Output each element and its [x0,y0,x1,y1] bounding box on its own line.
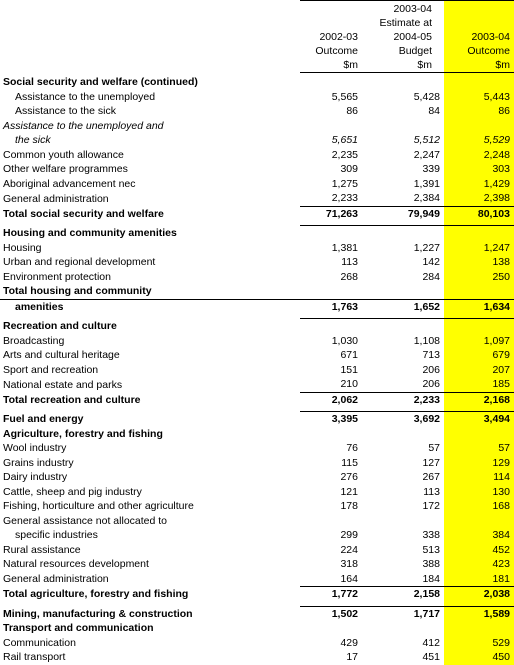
value-estimate-2003-04: 206 [422,378,440,390]
row-label: amenities [0,299,300,314]
header-rule [300,0,514,1]
value-2002-03: 121 [340,485,358,498]
table-row [0,636,514,651]
table-row [0,363,514,378]
row-label: Wool industry [3,442,67,454]
total-row [0,392,514,407]
table-row [0,485,514,500]
value-outcome-2003-04: 3,494 [483,413,510,425]
value-estimate-2003-04: 713 [422,349,440,361]
value-estimate-2003-04: 172 [422,500,440,512]
value-2002-03: 115 [341,456,358,469]
value-2002-03: 210 [340,378,358,390]
value-outcome-2003-04: 384 [492,529,510,541]
value-2002-03: 1,275 [331,177,358,190]
table-row [0,148,514,163]
row-label: Social security and welfare (continued) [3,76,198,88]
table-row [0,177,514,192]
value-estimate-2003-04: 284 [422,270,440,283]
header-line: $m [343,59,358,71]
header-line: 2003-04 [393,3,432,15]
row-label: Sport and recreation [3,363,99,376]
header-line: 2003-04 [471,31,510,43]
value-2002-03: 151 [340,363,358,376]
value-2002-03 [300,319,362,334]
row-label: Dairy industry [3,471,68,483]
value-estimate-2003-04 [362,119,444,134]
value-outcome-2003-04 [444,119,514,134]
section-heading-row [0,621,514,636]
header-col-estimate [362,0,436,72]
table-row [0,241,514,256]
value-estimate-2003-04: 79,949 [362,206,444,221]
table-row [0,119,514,134]
value-estimate-2003-04: 57 [428,442,440,454]
value-outcome-2003-04: 5,443 [483,90,510,103]
row-label: Fuel and energy [3,413,84,425]
value-2002-03: 318 [340,558,358,570]
value-outcome-2003-04: 2,248 [483,148,510,161]
value-outcome-2003-04: 250 [492,270,510,283]
table-row [0,514,514,529]
table-row [0,572,514,587]
budget-table-body [0,75,514,665]
value-2002-03: 276 [340,471,358,483]
header-line: Outcome [315,45,358,57]
table-row [0,377,514,392]
value-estimate-2003-04: 2,233 [362,392,444,407]
value-2002-03: 5,565 [331,90,358,103]
value-outcome-2003-04: 1,097 [483,334,510,347]
value-estimate-2003-04: 1,108 [413,334,440,347]
header-line: $m [495,59,510,71]
value-2002-03 [300,514,362,529]
value-2002-03: 2,062 [300,392,362,407]
value-estimate-2003-04 [362,284,444,299]
value-estimate-2003-04: 267 [422,471,440,483]
table-row [0,441,514,456]
value-2002-03: 17 [346,651,358,663]
value-outcome-2003-04: 207 [492,363,510,376]
row-label: Total housing and community [3,285,152,297]
value-outcome-2003-04 [444,319,514,334]
value-outcome-2003-04: 2,398 [483,192,510,204]
header-rule [300,72,514,73]
value-estimate-2003-04 [362,226,444,241]
row-label: Recreation and culture [3,320,117,332]
value-outcome-2003-04: 57 [498,442,510,454]
value-estimate-2003-04 [362,514,444,529]
value-2002-03: 1,763 [300,299,362,314]
value-estimate-2003-04: 1,717 [413,607,440,620]
value-outcome-2003-04: 679 [492,349,510,361]
header-col-2003-04-outcome [444,0,514,72]
value-estimate-2003-04: 388 [422,558,440,570]
value-estimate-2003-04: 2,384 [413,192,440,204]
total-row [0,299,514,314]
value-estimate-2003-04: 1,391 [413,177,440,190]
row-label: the sick [15,134,51,146]
value-outcome-2003-04: 1,634 [444,299,514,314]
row-label: Housing [3,241,42,254]
value-estimate-2003-04: 2,158 [362,587,444,602]
row-label: Communication [3,636,76,649]
value-2002-03: 429 [340,636,358,649]
value-estimate-2003-04: 127 [422,456,440,469]
value-estimate-2003-04: 338 [422,529,440,541]
value-estimate-2003-04: 451 [422,651,440,663]
table-row [0,470,514,485]
row-label: General administration [3,573,109,585]
section-heading-row [0,284,514,299]
row-label: Broadcasting [3,334,65,347]
value-outcome-2003-04: 423 [492,558,510,570]
value-2002-03 [300,621,362,636]
section-heading-row [0,427,514,442]
value-outcome-2003-04: 130 [492,485,510,498]
table-row [0,412,514,427]
value-estimate-2003-04: 513 [422,543,440,556]
row-label: Mining, manufacturing & construction [3,607,193,620]
value-outcome-2003-04 [444,514,514,529]
table-row [0,528,514,543]
value-estimate-2003-04: 5,512 [413,134,440,146]
value-2002-03: 1,772 [300,587,362,602]
header-line: Estimate at [379,17,432,29]
value-outcome-2003-04 [444,427,514,442]
value-2002-03: 164 [340,572,358,585]
value-estimate-2003-04 [362,621,444,636]
value-outcome-2003-04: 129 [492,456,510,469]
header-line: 2004-05 [393,31,432,43]
value-estimate-2003-04: 3,692 [413,413,440,425]
value-outcome-2003-04: 2,038 [444,587,514,602]
row-label: Natural resources development [3,558,149,570]
value-outcome-2003-04 [444,621,514,636]
value-estimate-2003-04 [362,427,444,442]
row-label: Assistance to the sick [15,105,116,117]
value-2002-03: 113 [341,256,358,268]
value-outcome-2003-04: 185 [492,378,510,390]
row-label: Rural assistance [3,543,81,556]
value-2002-03 [300,226,362,241]
row-label: Arts and cultural heritage [3,349,120,361]
value-2002-03 [300,284,362,299]
row-label: National estate and parks [3,378,123,391]
value-outcome-2003-04 [444,284,514,299]
value-estimate-2003-04: 339 [422,163,440,175]
row-label: Total social security and welfare [3,207,164,220]
value-estimate-2003-04: 84 [428,105,440,117]
value-outcome-2003-04: 1,589 [483,607,510,620]
budget-table [0,75,514,665]
row-label: Environment protection [3,270,111,283]
value-estimate-2003-04: 2,247 [413,148,440,161]
table-row [0,162,514,177]
value-estimate-2003-04: 1,652 [362,299,444,314]
row-label: General assistance not allocated to [3,514,168,527]
value-outcome-2003-04: 529 [492,636,510,649]
value-outcome-2003-04: 5,529 [483,134,510,146]
table-row [0,90,514,105]
value-estimate-2003-04 [362,75,444,90]
value-2002-03: 1,502 [331,607,358,620]
row-label: Housing and community amenities [3,227,177,239]
table-row [0,104,514,119]
value-estimate-2003-04: 412 [422,636,440,649]
value-outcome-2003-04 [444,226,514,241]
value-estimate-2003-04: 5,428 [413,90,440,103]
table-row [0,255,514,270]
section-heading-row [0,75,514,90]
row-label: Urban and regional development [3,256,156,268]
value-2002-03: 5,651 [331,134,358,146]
total-row [0,206,514,221]
value-estimate-2003-04: 1,227 [413,241,440,254]
value-outcome-2003-04: 181 [492,572,510,585]
table-row [0,543,514,558]
row-label: specific industries [15,529,98,541]
header-line: 2002-03 [319,31,358,43]
value-2002-03: 86 [346,105,358,117]
value-outcome-2003-04: 452 [492,543,510,556]
table-row [0,456,514,471]
value-2002-03: 1,030 [331,334,358,347]
value-2002-03: 71,263 [300,206,362,221]
value-outcome-2003-04: 114 [493,471,510,483]
value-estimate-2003-04: 142 [422,256,440,268]
value-estimate-2003-04 [362,319,444,334]
row-label: Rail transport [3,651,66,663]
table-row [0,133,514,148]
value-2002-03: 76 [346,442,358,454]
value-2002-03: 299 [340,529,358,541]
row-label: Other welfare programmes [3,163,128,175]
value-2002-03: 671 [340,349,358,361]
value-2002-03: 224 [340,543,358,556]
value-estimate-2003-04: 113 [423,485,440,498]
table-row [0,557,514,572]
table-row [0,606,514,621]
header-line: $m [417,59,432,71]
table-row [0,270,514,285]
value-outcome-2003-04: 2,168 [444,392,514,407]
row-label: Common youth allowance [3,148,124,161]
value-estimate-2003-04: 206 [422,363,440,376]
table-row [0,191,514,206]
value-outcome-2003-04: 80,103 [444,206,514,221]
row-label: Transport and communication [3,622,154,634]
row-label: Fishing, horticulture and other agriculture [3,500,194,512]
table-row [0,334,514,349]
value-outcome-2003-04: 86 [498,105,510,117]
value-2002-03: 3,395 [331,413,358,425]
value-outcome-2003-04 [444,75,514,90]
section-heading-row [0,226,514,241]
value-2002-03 [300,427,362,442]
header-col-2002-03 [300,0,362,72]
value-outcome-2003-04: 450 [492,651,510,663]
row-label: Total recreation and culture [3,393,141,406]
row-label: Total agriculture, forestry and fishing [3,588,189,600]
table-row [0,650,514,665]
table-row [0,499,514,514]
row-label: Assistance to the unemployed [15,90,156,103]
table-row [0,348,514,363]
value-2002-03: 2,233 [331,192,358,204]
row-label: Assistance to the unemployed and [3,119,164,132]
value-2002-03 [300,119,362,134]
row-label: Cattle, sheep and pig industry [3,485,142,498]
row-label: General administration [3,192,109,205]
value-outcome-2003-04: 303 [492,163,510,175]
row-label: Grains industry [3,456,74,469]
value-2002-03: 1,381 [331,241,358,254]
value-2002-03: 268 [340,270,358,283]
value-2002-03: 178 [340,500,358,512]
value-outcome-2003-04: 1,429 [483,177,510,190]
section-heading-row [0,319,514,334]
value-2002-03: 2,235 [331,148,358,161]
value-outcome-2003-04: 1,247 [483,241,510,254]
value-2002-03 [300,75,362,90]
value-outcome-2003-04: 138 [492,256,510,268]
row-label: Agriculture, forestry and fishing [3,427,163,440]
value-outcome-2003-04: 168 [492,500,510,512]
header-line: Budget [398,45,432,57]
value-estimate-2003-04: 184 [422,572,440,585]
value-2002-03: 309 [340,163,358,175]
header-line: Outcome [467,45,510,57]
total-row [0,587,514,602]
row-label: Aboriginal advancement nec [3,177,136,190]
